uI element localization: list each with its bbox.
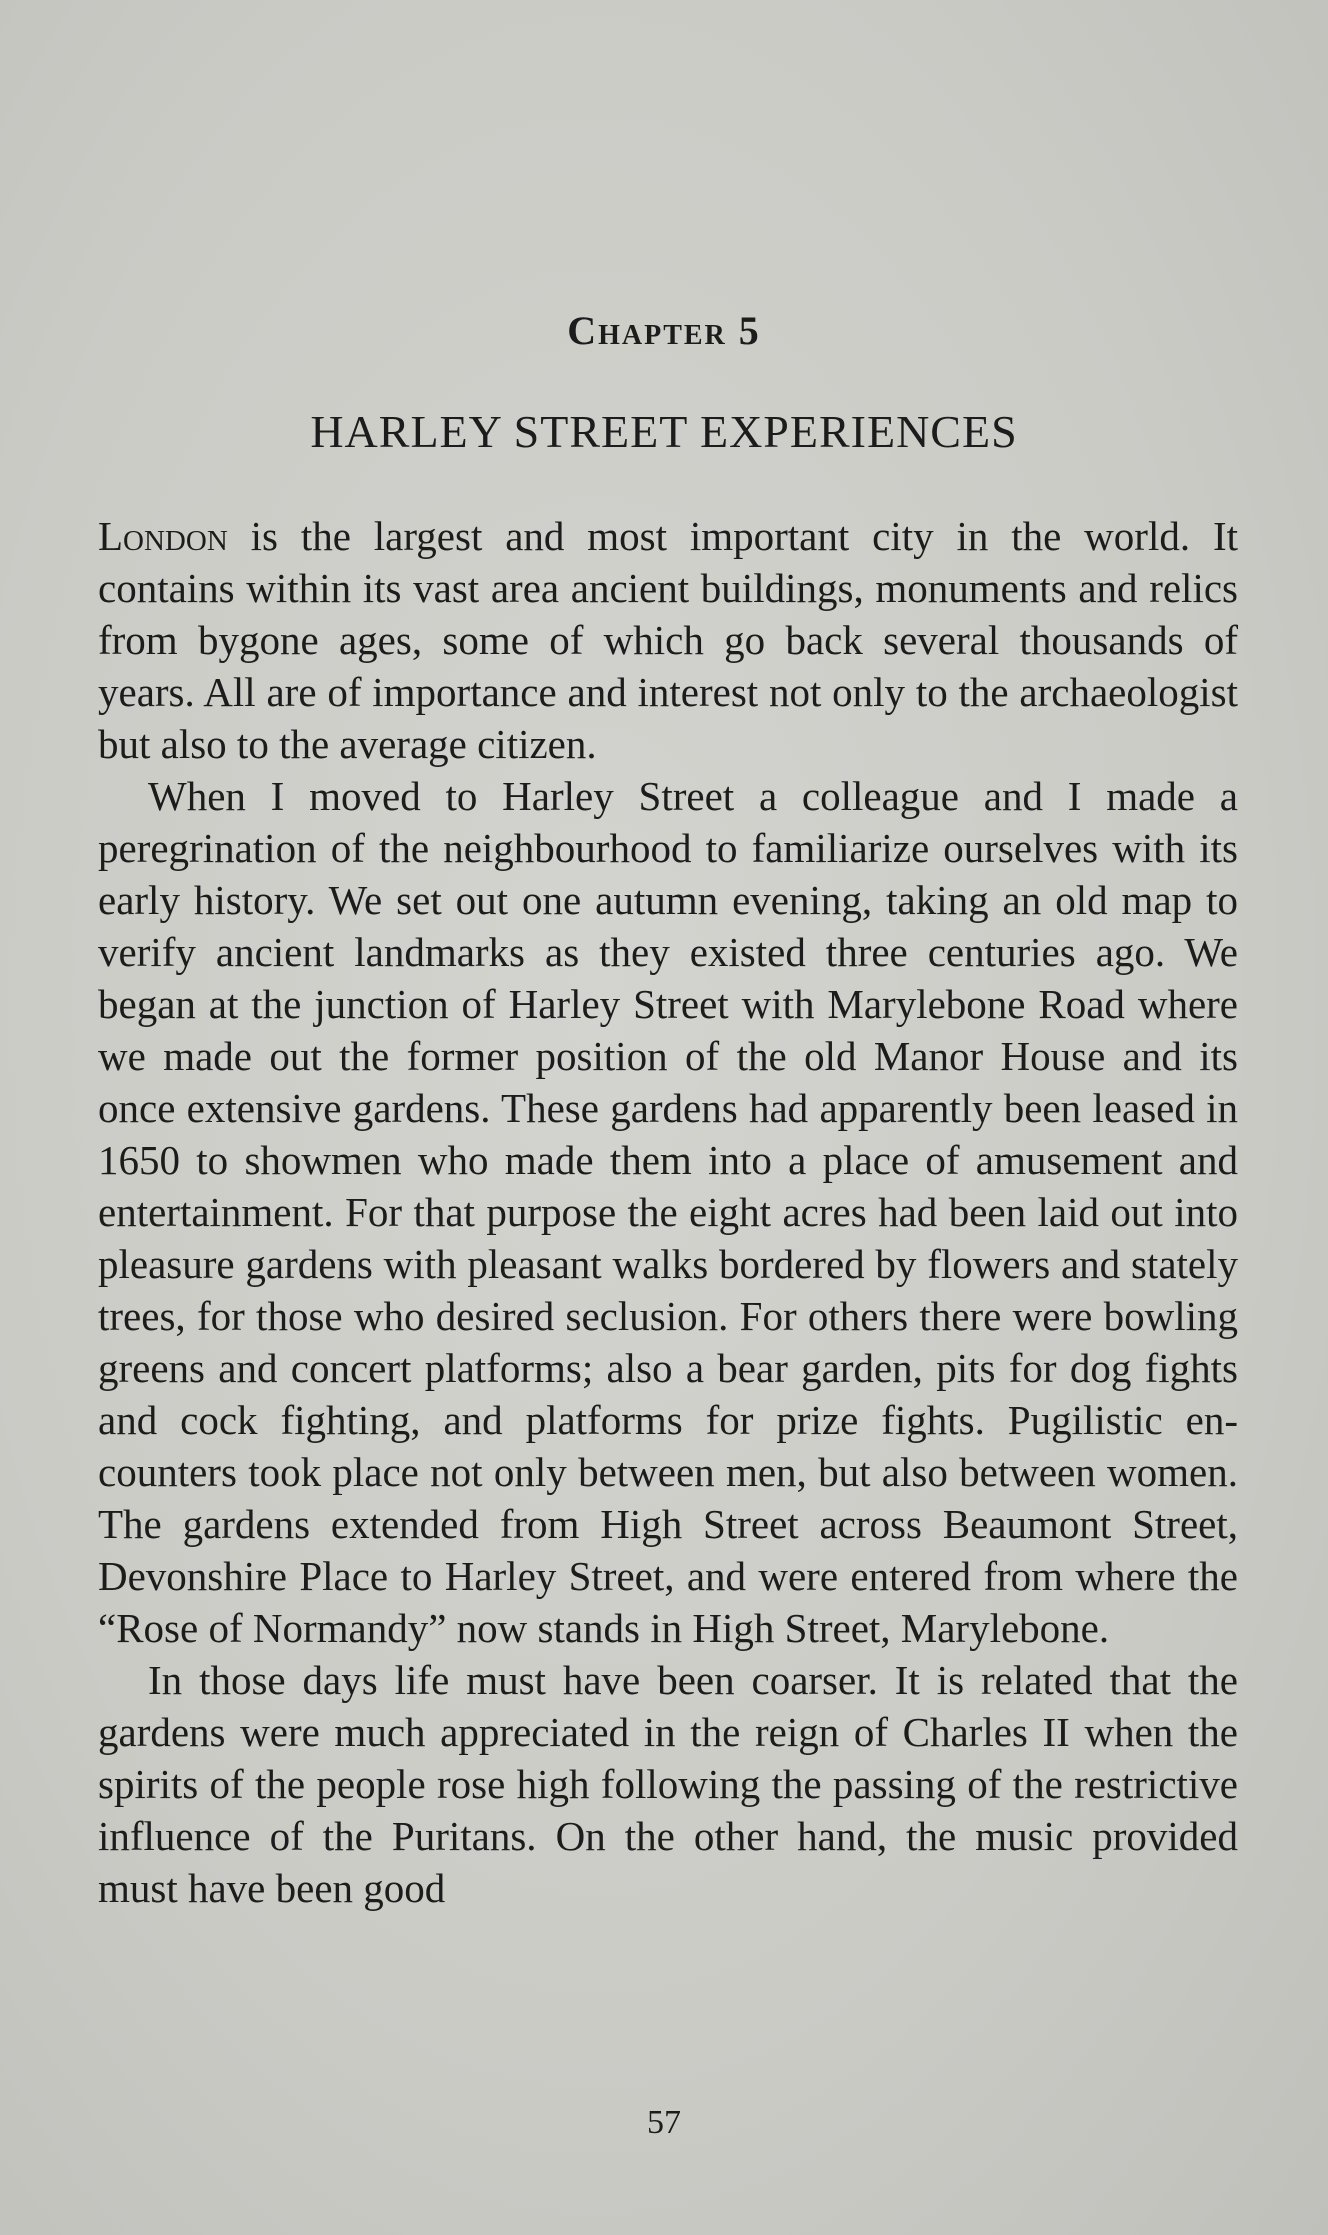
chapter-title: HARLEY STREET EXPERIENCES <box>310 406 1018 457</box>
paragraph-1-text: is the largest and most important city in the world. It contains within its vast area ancient buildings, monuments and relics from bygone ages, some of which go back several thousands of years. All are of importance and interest not only to the archaeologist but also to the average citizen. <box>98 513 1238 767</box>
body-text <box>98 510 1238 1914</box>
chapter-label: Chapter 5 <box>567 308 761 353</box>
paragraph-1-lead-word: London <box>98 513 228 559</box>
paragraph-1 <box>98 510 1238 770</box>
paragraph-3: In those days life must have been coarser. It is related that the gardens were much appreciated in the reign of Charles II when the spirits of the people rose high following the passing of the restrictive influence of the Puritans. On the other hand, the music provided must have been good <box>98 1657 1238 1911</box>
page-number: 57 <box>647 2104 681 2141</box>
paragraph-2: When I moved to Harley Street a colleague and I made a peregrination of the neighbourhood to familiarize ourselves with its early history. We set out one autumn evening, taking an old map to verify ancient landmarks as they existed three centuries ago. We began at the junction of Harley Street with Marylebone Road where we made out the former position of the old Manor House and its once extensive gardens. These gardens had apparently been leased in 1650 to showmen who made them into a place of amusement and entertainment. For that purpose the eight acres had been laid out into pleasure gardens with pleasant walks bordered by flowers and stately trees, for those who desired seclusion. For others there were bowling greens and concert platforms; also a bear garden, pits for dog fights and cock fighting, and platforms for prize fights. Pugilistic encounters took place not only between men, but also between women. The gardens extended from High Street across Beaumont Street, Devonshire Place to Harley Street, and were entered from where the “Rose of Normandy” now stands in High Street, Marylebone. <box>98 773 1238 1651</box>
